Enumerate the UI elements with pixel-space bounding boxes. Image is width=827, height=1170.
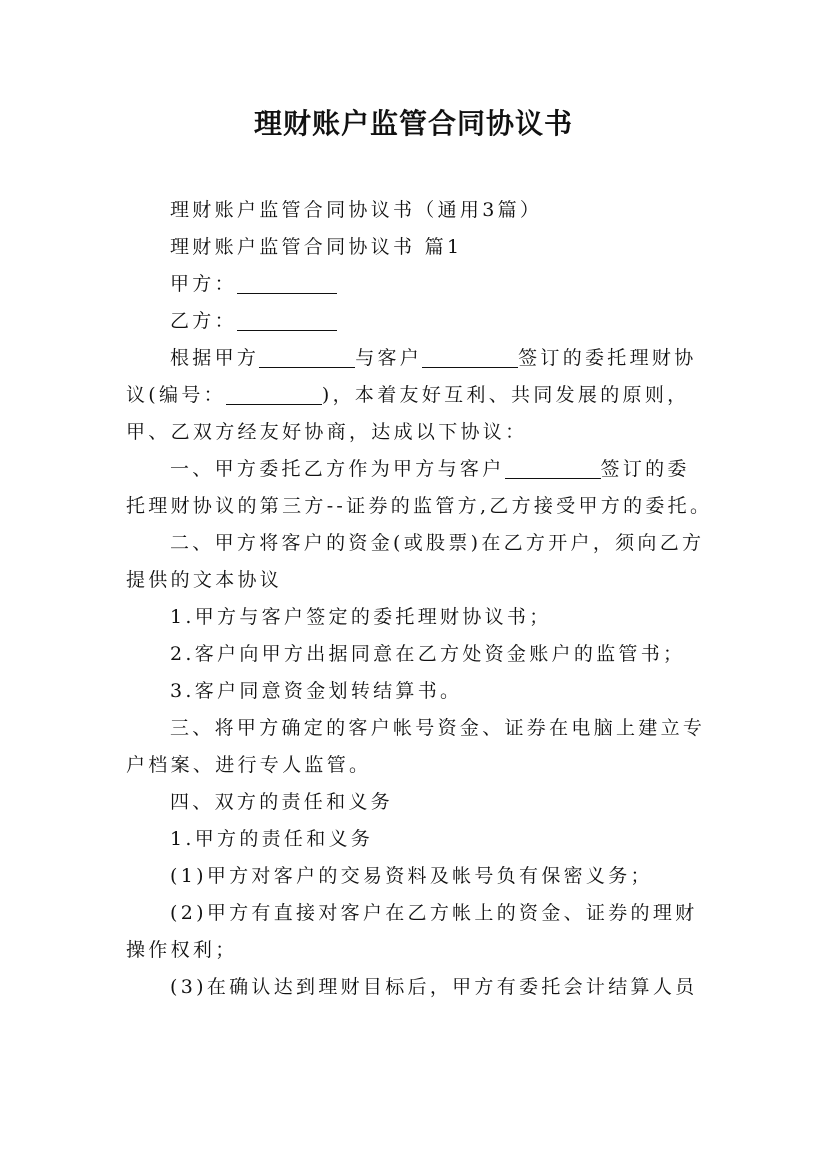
text: 根据甲方	[170, 347, 260, 369]
blank-line	[226, 384, 322, 405]
list-item	[126, 673, 704, 710]
section-heading	[126, 784, 704, 821]
subtitle-line	[126, 192, 704, 229]
document-body	[126, 192, 713, 1006]
party-b-label: 乙方：	[170, 310, 237, 332]
paragraph-line	[126, 377, 704, 414]
text: 1.甲方的责任和义务	[170, 828, 374, 850]
text: 户档案、进行专人监管。	[126, 754, 372, 776]
text: 提供的文本协议	[126, 569, 283, 591]
text: 与客户	[355, 347, 423, 369]
text: 甲、乙双方经友好协商，达成以下协议：	[126, 421, 528, 443]
text: 四、双方的责任和义务	[170, 791, 394, 813]
text: 3.客户同意资金划转结算书。	[170, 680, 463, 702]
text: 一、甲方委托乙方作为甲方与客户	[170, 458, 505, 480]
blank-line	[422, 347, 518, 368]
party-a-label: 甲方：	[170, 273, 237, 295]
text: 托理财协议的第三方--证券的监管方,乙方接受甲方的委托。	[126, 495, 713, 517]
text: 二、甲方将客户的资金(或股票)在乙方开户，须向乙方	[170, 532, 705, 554]
paragraph-line	[126, 710, 704, 747]
blank-line	[505, 458, 601, 479]
list-item	[126, 858, 704, 895]
list-item	[126, 636, 704, 673]
subsection-heading	[126, 821, 704, 858]
section-heading	[126, 229, 704, 266]
paragraph-line	[126, 340, 704, 377]
list-item	[126, 599, 704, 636]
text: 2.客户向甲方出据同意在乙方处资金账户的监管书；	[170, 643, 686, 665]
list-item	[126, 969, 704, 1006]
blank-line	[237, 310, 337, 331]
text: 理财账户监管合同协议书（通用3篇）	[170, 199, 543, 221]
text: 议(编号：	[126, 384, 226, 406]
paragraph-line	[126, 414, 704, 451]
paragraph-line	[126, 932, 704, 969]
paragraph-line	[126, 525, 704, 562]
blank-line	[259, 347, 355, 368]
text: 理财账户监管合同协议书 篇1	[170, 236, 463, 258]
paragraph-line	[126, 562, 704, 599]
text: 三、将甲方确定的客户帐号资金、证券在电脑上建立专	[170, 717, 706, 739]
text: 操作权利；	[126, 939, 238, 961]
document-title: 理财账户监管合同协议书	[253, 107, 573, 140]
blank-line	[237, 273, 337, 294]
text: 签订的委	[600, 458, 690, 480]
party-b-line	[126, 303, 704, 340]
paragraph-line	[126, 451, 704, 488]
text: 签订的委托理财协	[518, 347, 697, 369]
list-item	[126, 895, 704, 932]
text: 1.甲方与客户签定的委托理财协议书；	[170, 606, 552, 628]
text: (3)在确认达到理财目标后，甲方有委托会计结算人员	[170, 976, 698, 998]
text: (2)甲方有直接对客户在乙方帐上的资金、证券的理财	[170, 902, 698, 924]
text: (1)甲方对客户的交易资料及帐号负有保密义务；	[170, 865, 653, 887]
paragraph-line	[126, 747, 704, 784]
text: )，本着友好互利、共同发展的原则，	[321, 384, 690, 406]
party-a-line	[126, 266, 704, 303]
paragraph-line	[126, 488, 713, 525]
